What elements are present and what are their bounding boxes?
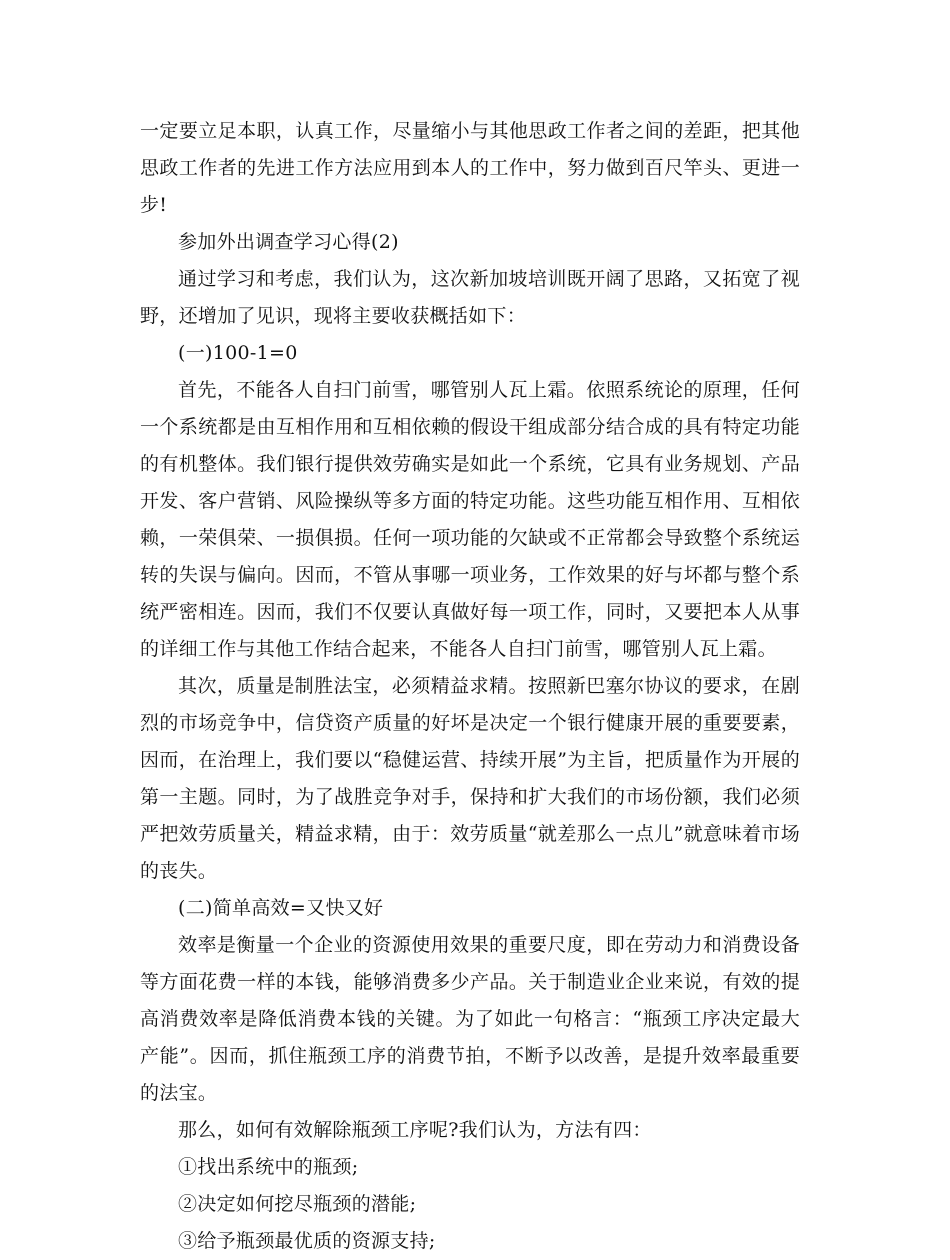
list-item-3: ③给予瓶颈最优质的资源支持;: [178, 1230, 436, 1252]
paragraph-efficiency: 效率是衡量一个企业的资源使用效果的重要尺度，即在劳动力和消费设备等方面花费一样的本钱，能够消费多少产品。关于制造业企业来说，有效的提高消费效率是降低消费本钱的关键。为了如此一句格言：“瓶颈工序决定最大产能”。因而，抓住瓶颈工序的消费节拍，不断予以改善，是提升效率最重要的法宝。: [140, 934, 800, 1104]
paragraph-methods-intro: 那么，如何有效解除瓶颈工序呢?我们认为，方法有四：: [178, 1119, 652, 1141]
document-body: [140, 113, 800, 1260]
list-item-1: ①找出系统中的瓶颈;: [178, 1156, 359, 1178]
list-item-2: ②决定如何挖尽瓶颈的潜能;: [178, 1193, 417, 1215]
paragraph-continuation: 一定要立足本职，认真工作，尽量缩小与其他思政工作者之间的差距，把其他思政工作者的先进工作方法应用到本人的工作中，努力做到百尺竿头、更进一步!: [140, 120, 800, 216]
paragraph-first: 首先，不能各人自扫门前雪，哪管别人瓦上霜。依照系统论的原理，任何一个系统都是由互相作用和互相依赖的假设干组成部分结合成的具有特定功能的有机整体。我们银行提供效劳确实是如此一个系统，它具有业务规划、产品开发、客户营销、风险操纵等多方面的特定功能。这些功能互相作用、互相依赖，一荣俱荣、一损俱损。任何一项功能的欠缺或不正常都会导致整个系统运转的失误与偏向。因而，不管从事哪一项业务，工作效果的好与坏都与整个系统严密相连。因而，我们不仅要认真做好每一项工作，同时，又要把本人从事的详细工作与其他工作结合起来，不能各人自扫门前雪，哪管别人瓦上霜。: [140, 379, 800, 660]
section-title: 参加外出调查学习心得(2): [178, 231, 399, 253]
subheading-one: (一)100-1=0: [178, 342, 298, 364]
paragraph-second: 其次，质量是制胜法宝，必须精益求精。按照新巴塞尔协议的要求，在剧烈的市场竞争中，信贷资产质量的好坏是决定一个银行健康开展的重要要素，因而，在治理上，我们要以“稳健运营、持续开展”为主旨，把质量作为开展的第一主题。同时，为了战胜竞争对手，保持和扩大我们的市场份额，我们必须严把效劳质量关，精益求精，由于：效劳质量“就差那么一点儿”就意味着市场的丧失。: [140, 675, 800, 882]
subheading-two: (二)简单高效=又快又好: [178, 897, 384, 919]
paragraph-intro: 通过学习和考虑，我们认为，这次新加坡培训既开阔了思路，又拓宽了视野，还增加了见识，现将主要收获概括如下：: [140, 268, 800, 327]
